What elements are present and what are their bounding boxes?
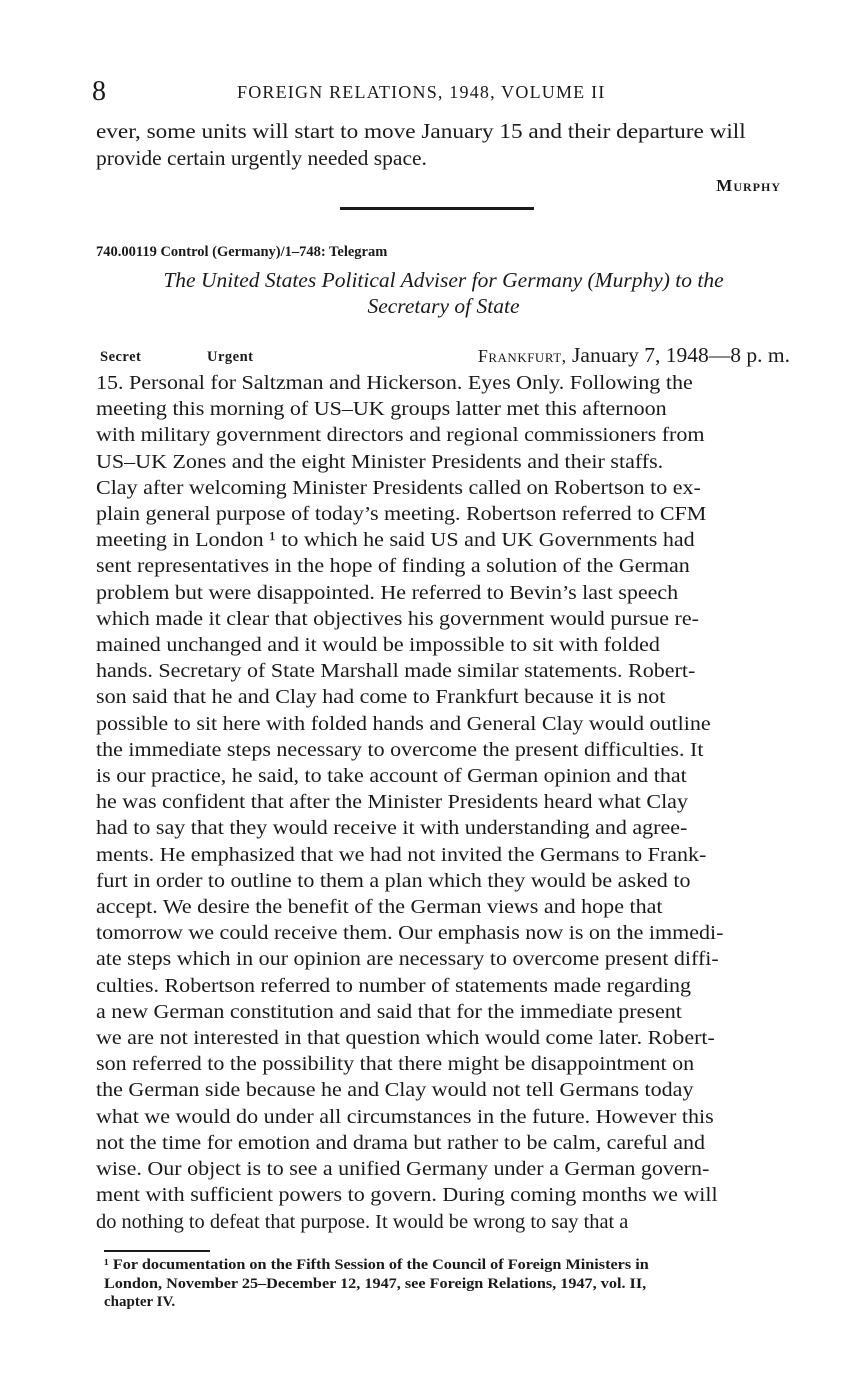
continuation-text	[96, 118, 786, 172]
body-line: the German side because he and Clay would not tell Germans today	[96, 1079, 694, 1102]
body-line: what we would do under all circumstances in the future. However this	[96, 1105, 714, 1128]
body-line: ate steps which in our opinion are necessary to overcome present diffi-	[96, 948, 719, 971]
body-line: a new German constitution and said that for the immediate present	[96, 1000, 682, 1023]
text-line: provide certain urgently needed space.	[96, 146, 427, 170]
body-line: hands. Secretary of State Marshall made similar statements. Robert-	[96, 660, 696, 683]
body-line: he was confident that after the Minister Presidents heard what Clay	[96, 791, 688, 814]
body-line: the immediate steps necessary to overcome the present difficulties. It	[96, 738, 704, 761]
document-title	[96, 267, 791, 319]
telegram-body	[96, 370, 796, 1235]
body-line: son referred to the possibility that there might be disappointment on	[96, 1053, 695, 1076]
body-line: son said that he and Clay had come to Frankfurt because it is not	[96, 686, 666, 709]
footnote-line: ¹ For documentation on the Fifth Session of the Council of Foreign Ministers in	[104, 1257, 649, 1273]
body-line: possible to sit here with folded hands and General Clay would outline	[96, 712, 711, 735]
date: January 7, 1948—8 p. m.	[572, 343, 790, 367]
body-line: US–UK Zones and the eight Minister Presidents and their staffs.	[96, 450, 664, 473]
body-line: sent representatives in the hope of finding a solution of the German	[96, 555, 690, 578]
body-line: do nothing to defeat that purpose. It would be wrong to say that a	[96, 1210, 629, 1233]
body-line: accept. We desire the benefit of the German views and hope that	[96, 896, 663, 919]
body-line: ments. He emphasized that we had not invited the Germans to Frank-	[96, 843, 707, 866]
body-line: culties. Robertson referred to number of statements made regarding	[96, 974, 692, 997]
body-line: we are not interested in that question which would come later. Robert-	[96, 1027, 715, 1050]
place: Frankfurt,	[477, 346, 567, 366]
footnote-rule	[104, 1250, 210, 1252]
body-line: plain general purpose of today’s meeting. Robertson referred to CFM	[96, 503, 707, 526]
body-line: had to say that they would receive it with understanding and agree-	[96, 817, 688, 840]
body-line: meeting in London ¹ to which he said US and UK Governments had	[96, 529, 695, 552]
body-line: with military government directors and regional commissioners from	[96, 424, 705, 447]
body-line: which made it clear that objectives his government would pursue re-	[96, 607, 699, 630]
page-number: 8	[92, 76, 106, 107]
footnote-line: London, November 25–December 12, 1947, see Foreign Relations, 1947, vol. II,	[104, 1275, 647, 1292]
body-line: Clay after welcoming Minister Presidents called on Robertson to ex-	[96, 476, 701, 499]
body-line: tomorrow we could receive them. Our emphasis now is on the immedi-	[96, 922, 724, 945]
body-line: not the time for emotion and drama but rather to be calm, careful and	[96, 1131, 706, 1154]
body-line: problem but were disappointed. He referred to Bevin’s last speech	[96, 581, 679, 604]
classification: Secret	[100, 349, 142, 365]
body-line: meeting this morning of US–UK groups latter met this afternoon	[96, 398, 667, 421]
body-line: wise. Our object is to see a unified Germany under a German govern-	[96, 1158, 710, 1181]
title-line: The United States Political Adviser for Germany (Murphy) to the	[163, 268, 724, 292]
title-line: Secretary of State	[367, 294, 520, 318]
dateline	[100, 343, 790, 369]
section-divider	[340, 207, 534, 210]
body-line: 15. Personal for Saltzman and Hickerson. Eyes Only. Following the	[96, 372, 693, 394]
signature: Murphy	[716, 176, 781, 195]
body-line: mained unchanged and it would be impossible to sit with folded	[96, 634, 660, 657]
page-header	[92, 76, 792, 106]
file-reference: 740.00119 Control (Germany)/1–748: Telegram	[96, 244, 388, 260]
body-line: ment with sufficient powers to govern. During coming months we will	[96, 1184, 718, 1207]
footnote-line: chapter IV.	[104, 1294, 176, 1310]
footnote	[104, 1256, 794, 1312]
text-line: ever, some units will start to move January 15 and their departure will	[96, 119, 746, 143]
running-title: FOREIGN RELATIONS, 1948, VOLUME II	[237, 82, 606, 102]
body-line: is our practice, he said, to take account of German opinion and that	[96, 765, 687, 788]
place-and-date	[478, 343, 790, 368]
body-line: furt in order to outline to them a plan which they would be asked to	[96, 869, 691, 892]
priority: Urgent	[207, 349, 254, 365]
